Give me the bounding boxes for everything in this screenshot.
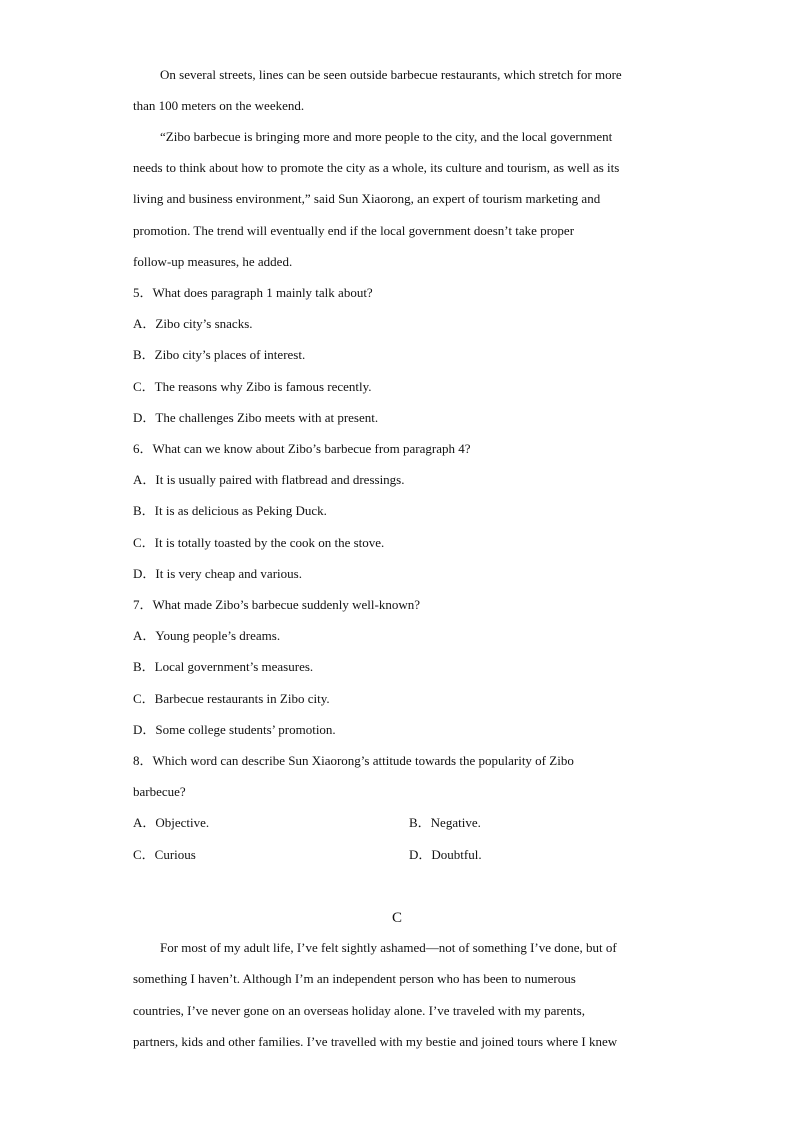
question-stem: 5．What does paragraph 1 mainly talk about?: [133, 285, 373, 300]
answer-option: A．Zibo city’s snacks.: [133, 316, 253, 331]
answer-option: C．Barbecue restaurants in Zibo city.: [133, 691, 330, 706]
paragraph-line: countries, I’ve never gone on an overseas holiday alone. I’ve traveled with my parents,: [133, 1003, 585, 1018]
answer-option: D．Some college students’ promotion.: [133, 722, 336, 737]
answer-option: C．The reasons why Zibo is famous recently.: [133, 379, 372, 394]
section-heading: C: [391, 910, 402, 926]
answer-option: B．Local government’s measures.: [133, 659, 314, 674]
answer-option: A．It is usually paired with flatbread and dressings.: [133, 472, 405, 487]
paragraph-line: living and business environment,” said Sun Xiaorong, an expert of tourism marketing and: [133, 191, 601, 206]
answer-option: A．Objective.: [133, 815, 210, 830]
answer-option: D．It is very cheap and various.: [133, 566, 302, 581]
paragraph-line: needs to think about how to promote the city as a whole, its culture and tourism, as well as its: [133, 160, 620, 175]
paragraph-line: follow-up measures, he added.: [133, 254, 293, 269]
question-stem: 6．What can we know about Zibo’s barbecue from paragraph 4?: [133, 441, 471, 456]
paragraph-line: For most of my adult life, I’ve felt sightly ashamed—not of something I’ve done, but of: [160, 940, 617, 955]
answer-option: C．It is totally toasted by the cook on the stove.: [133, 535, 385, 550]
answer-option: B．It is as delicious as Peking Duck.: [133, 503, 327, 518]
paragraph-line: something I haven’t. Although I’m an independent person who has been to numerous: [133, 971, 576, 986]
question-stem: 7．What made Zibo’s barbecue suddenly well-known?: [133, 597, 420, 612]
answer-option: D．The challenges Zibo meets with at present.: [133, 410, 379, 425]
paragraph-line: partners, kids and other families. I’ve travelled with my bestie and joined tours where I knew: [133, 1034, 618, 1049]
answer-option: C．Curious: [133, 847, 196, 862]
answer-option: B．Zibo city’s places of interest.: [133, 347, 306, 362]
paragraph-line: On several streets, lines can be seen outside barbecue restaurants, which stretch for more: [160, 67, 622, 82]
question-stem: 8．Which word can describe Sun Xiaorong’s attitude towards the popularity of Zibo: [133, 753, 574, 768]
answer-option: A．Young people’s dreams.: [133, 628, 281, 643]
paragraph-line: promotion. The trend will eventually end if the local government doesn’t take proper: [133, 223, 575, 238]
question-stem: barbecue?: [133, 784, 186, 799]
answer-option: D．Doubtful.: [409, 847, 482, 862]
paragraph-line: “Zibo barbecue is bringing more and more people to the city, and the local government: [160, 129, 613, 144]
answer-option: B．Negative.: [409, 815, 481, 830]
paragraph-line: than 100 meters on the weekend.: [133, 98, 305, 113]
